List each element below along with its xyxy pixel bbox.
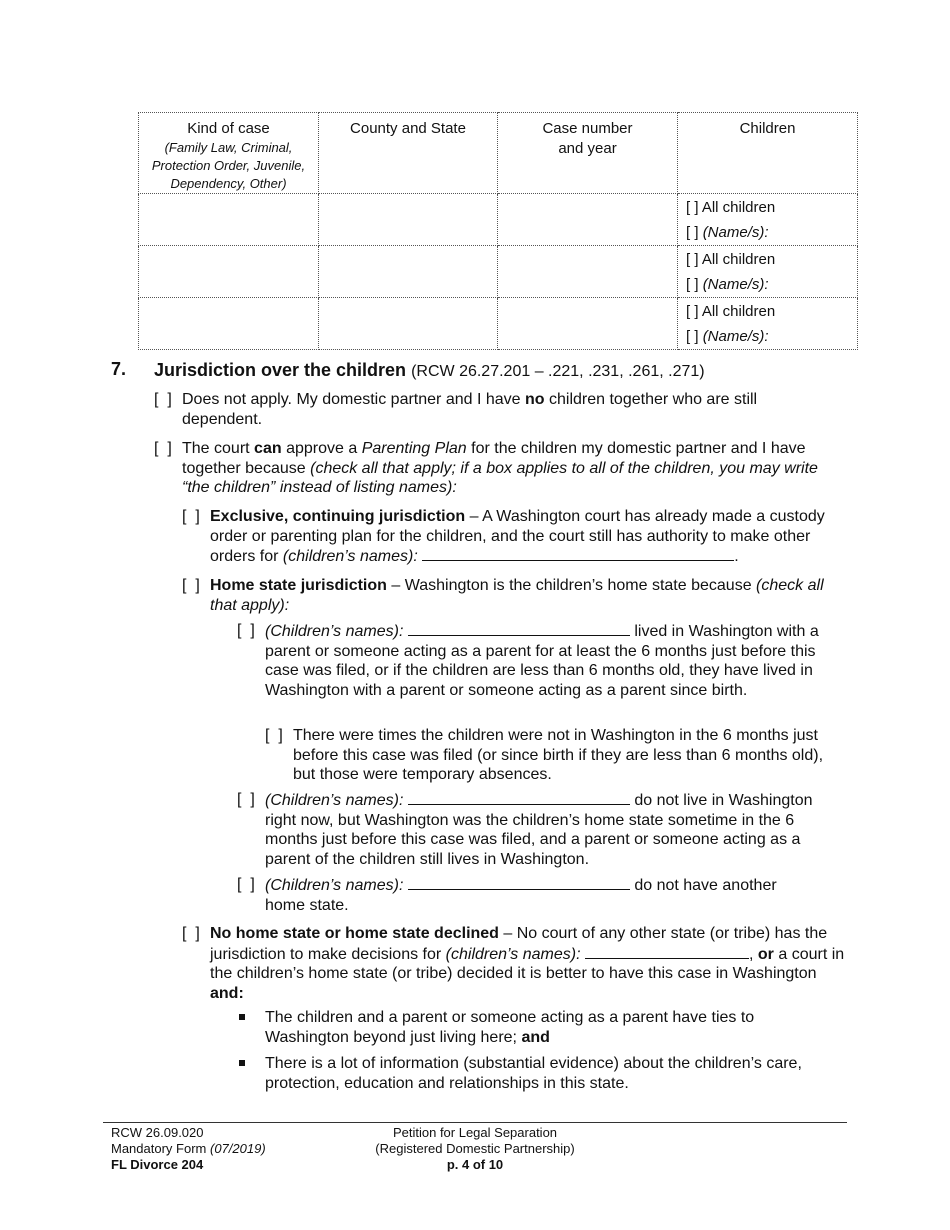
names-checkbox[interactable]: [ ] — [686, 328, 699, 345]
footer-date: (07/2019) — [210, 1141, 266, 1156]
prior-cases-table — [138, 112, 858, 350]
table-header-row — [139, 113, 858, 194]
children-cell — [678, 194, 858, 246]
children-cell — [678, 298, 858, 350]
header-county-label: County and State — [350, 120, 466, 137]
footer-title-1: Petition for Legal Separation — [392, 1125, 558, 1140]
opt-a-body: lived in Washington with a parent or someone acting as a parent for at least the 6 months just before this case was filed, or if the children are less than 6 months old, they have lived in Washington with a parent or someone acting as a parent since birth. — [265, 623, 819, 699]
exclusive-body: – A Washington court has already made a custody order or parenting plan for the children, and the court still has authority to make other orders for — [210, 508, 825, 565]
checkbox-home-state[interactable]: [ ] — [182, 577, 200, 594]
footer-page: p. 4 of 10 — [446, 1157, 504, 1172]
table-row — [139, 298, 858, 350]
section-number: 7. — [111, 359, 127, 379]
cc-italic: Parenting Plan — [361, 440, 467, 457]
dna-text-1: Does not apply. My domestic partner and I have — [182, 391, 521, 408]
no-home-body-2: a court in the children’s home state (or tribe) decided it is better to have this case in Washington — [210, 945, 845, 982]
cc-text-2: approve a — [286, 440, 358, 457]
case-cell[interactable] — [498, 246, 678, 298]
opt-b-names-field[interactable] — [408, 790, 630, 805]
checkbox-no-home-state[interactable]: [ ] — [182, 925, 200, 942]
footer-left — [111, 1125, 266, 1173]
bullet-evidence: There is a lot of information (substantial evidence) about the children’s care, protection, education and relationships in this state. — [265, 1055, 802, 1092]
kind-cell[interactable] — [139, 298, 319, 350]
opt-b-names-label: (Children’s names): — [265, 792, 404, 809]
section-heading — [154, 360, 854, 382]
cc-text-3: for the children my domestic partner and I have together because — [182, 440, 806, 477]
header-children-label: Children — [739, 120, 796, 137]
checkbox-exclusive[interactable]: [ ] — [182, 508, 200, 525]
footer-divider — [103, 1122, 847, 1123]
names-checkbox-line[interactable] — [686, 272, 857, 297]
county-cell[interactable] — [319, 194, 498, 246]
names-checkbox[interactable]: [ ] — [686, 224, 699, 241]
opt-c-names-field[interactable] — [408, 875, 630, 890]
checkbox-court-can[interactable]: [ ] — [154, 440, 172, 457]
bullet1-text: The children and a parent or someone acting as a parent have ties to Washington beyond just living here; — [265, 1009, 755, 1046]
bullet1-and: and — [521, 1028, 550, 1046]
all-children-checkbox[interactable]: [ ] All children — [686, 199, 776, 216]
names-label: (Name/s): — [702, 224, 769, 241]
opt-a-names-label: (Children’s names): — [265, 623, 404, 640]
opt-c-body: do not have another home state. — [265, 877, 777, 914]
names-checkbox[interactable]: [ ] — [686, 276, 699, 293]
home-title: Home state jurisdiction — [210, 577, 387, 594]
home-state-text — [210, 576, 850, 615]
county-cell[interactable] — [319, 298, 498, 350]
section-rcw: (RCW 26.27.201 – .221, .231, .261, .271) — [411, 363, 705, 380]
checkbox-home-state-past[interactable]: [ ] — [237, 791, 255, 808]
exclusive-text — [210, 507, 850, 567]
opt-a-names-field[interactable] — [408, 621, 630, 636]
bullet-icon — [239, 1014, 245, 1020]
exclusive-title: Exclusive, continuing jurisdiction — [210, 508, 466, 525]
opt-b-body: do not live in Washington right now, but Washington was the children’s home state sometime in the 6 months just before this case was filed, and a parent or someone acting as a parent of the children still lives in Washington. — [265, 792, 813, 868]
no-home-or: or — [757, 945, 774, 963]
checkbox-does-not-apply[interactable]: [ ] — [154, 391, 172, 408]
opt-c-names-label: (Children’s names): — [265, 877, 404, 894]
bullet-ties — [265, 1008, 825, 1047]
no-home-names-field[interactable] — [585, 944, 749, 959]
section-title: Jurisdiction over the children — [154, 360, 407, 380]
no-home-comma: , — [749, 945, 754, 963]
exclusive-period: . — [734, 548, 739, 565]
names-checkbox-line[interactable] — [686, 324, 857, 349]
names-label: (Name/s): — [702, 328, 769, 345]
dna-text-2: children together who are still dependent. — [182, 391, 758, 428]
exclusive-names-label: (children’s names): — [282, 548, 418, 565]
names-label: (Name/s): — [702, 276, 769, 293]
home-check-all: (check all that apply): — [210, 577, 824, 614]
no-home-state-text — [210, 924, 850, 1003]
temporary-absences-text: There were times the children were not in Washington in the 6 months just before this case was filed (or since birth if they are less than 6 months old), but those were temporary absences. — [293, 727, 824, 783]
checkbox-temporary-absences[interactable]: [ ] — [265, 727, 283, 744]
header-county — [319, 113, 498, 194]
footer-mandatory — [111, 1141, 266, 1157]
kind-cell[interactable] — [139, 246, 319, 298]
court-can-text — [182, 439, 842, 498]
header-case-number — [498, 113, 678, 194]
dna-bold: no — [525, 391, 545, 408]
no-home-body: – No court of any other state (or tribe) has the jurisdiction to make decisions for — [210, 925, 828, 963]
header-case-label: Case number and year — [542, 120, 633, 157]
footer-title-2: (Registered Domestic Partnership) — [375, 1141, 575, 1156]
no-home-names-label: (children’s names): — [445, 945, 581, 963]
header-kind-of-case — [139, 113, 319, 194]
footer-mandatory-label: Mandatory Form — [111, 1141, 207, 1156]
cc-instructions: (check all that apply; if a box applies to all of the children, you may write “the children” instead of listing names): — [182, 459, 818, 496]
all-children-checkbox[interactable]: [ ] All children — [686, 251, 776, 268]
footer-form-id: FL Divorce 204 — [111, 1157, 204, 1172]
all-children-checkbox[interactable]: [ ] All children — [686, 303, 776, 320]
kind-cell[interactable] — [139, 194, 319, 246]
home-body: – Washington is the children’s home state because — [391, 577, 752, 594]
cc-text-1: The court — [182, 440, 250, 457]
does-not-apply-text — [182, 390, 822, 429]
table-row — [139, 194, 858, 246]
header-kind-sub: (Family Law, Criminal, Protection Order, Juvenile, Dependency, Other) — [151, 140, 306, 191]
checkbox-lived-in-wa[interactable]: [ ] — [237, 622, 255, 639]
header-children — [678, 113, 858, 194]
case-cell[interactable] — [498, 194, 678, 246]
exclusive-names-field[interactable] — [422, 546, 734, 561]
no-home-and: and: — [210, 984, 244, 1002]
header-kind-label: Kind of case — [187, 120, 270, 137]
children-cell — [678, 246, 858, 298]
no-other-home-text — [265, 875, 810, 915]
county-cell[interactable] — [319, 246, 498, 298]
checkbox-no-other-home[interactable]: [ ] — [237, 876, 255, 893]
bullet-icon — [239, 1060, 245, 1066]
table-row — [139, 246, 858, 298]
no-home-title: No home state or home state declined — [210, 925, 499, 942]
case-cell[interactable] — [498, 298, 678, 350]
lived-in-wa-text — [265, 621, 845, 700]
home-state-past-text — [265, 790, 845, 869]
footer-rcw: RCW 26.09.020 — [111, 1125, 204, 1140]
names-checkbox-line[interactable] — [686, 220, 857, 245]
footer-center — [335, 1125, 615, 1173]
cc-bold: can — [254, 440, 282, 457]
